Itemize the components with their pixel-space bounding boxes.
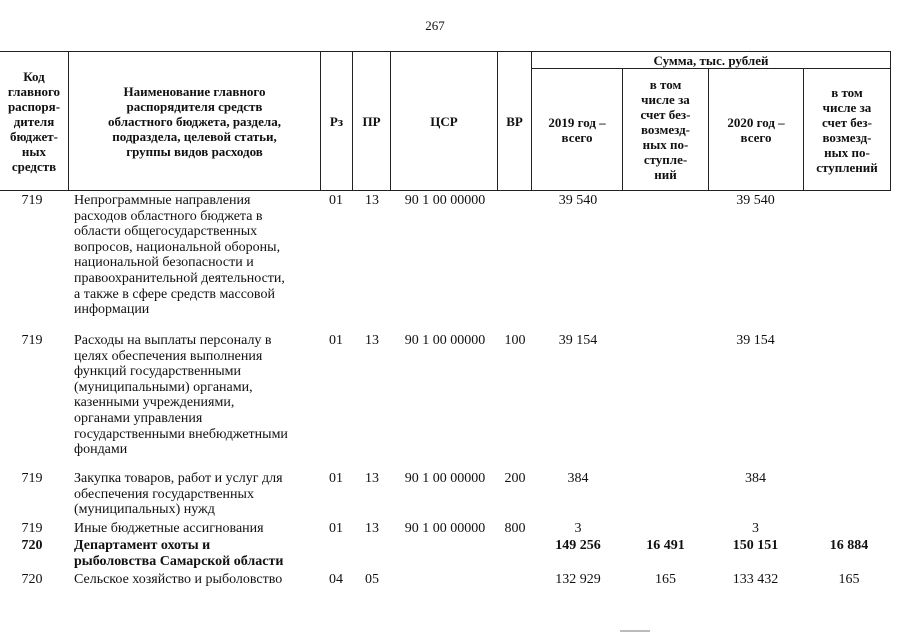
row-rz: 01 — [329, 193, 343, 208]
h-y20g-line: возмезд- — [822, 129, 872, 145]
h-code-line: главного — [7, 83, 61, 99]
row-2019-grants: 165 — [655, 572, 676, 587]
h-code-line: распоря- — [7, 98, 61, 114]
h-y20g-line: в том — [831, 84, 863, 100]
header-csr: ЦСР — [430, 113, 458, 129]
row-pr: 13 — [365, 193, 379, 208]
row-csr: 90 1 00 00000 — [404, 471, 486, 486]
row-2020-total: 39 540 — [736, 193, 775, 208]
row-2019-total: 384 — [567, 471, 589, 486]
h-y19g-line: ступле- — [643, 152, 688, 167]
row-name-line: области общегосударственных — [74, 224, 258, 240]
row-2019-total: 39 540 — [558, 193, 598, 208]
row-name — [74, 333, 324, 458]
header-vr: ВР — [506, 113, 523, 129]
row-name — [74, 193, 324, 318]
row-code: 720 — [21, 572, 43, 587]
row-2019-grants: 16 491 — [646, 538, 685, 553]
row-name-line: Закупка товаров, работ и услуг для — [74, 471, 283, 486]
header-sum-group: Сумма, тыс. рублей — [653, 52, 769, 68]
row-code: 719 — [21, 471, 43, 486]
row-csr: 90 1 00 00000 — [404, 193, 486, 208]
row-name-line: информации — [74, 302, 150, 318]
row-2019-total: 132 929 — [555, 572, 601, 587]
h-y20g-line: счет без- — [822, 114, 872, 130]
row-rz: 04 — [329, 572, 343, 587]
h-code-line: дителя — [13, 113, 55, 129]
row-name-line: Иные бюджетные ассигнования — [74, 521, 264, 536]
row-name-line: Департамент охоты и — [74, 538, 211, 553]
h-name-line: областного бюджета, раздела, — [108, 113, 281, 129]
row-csr: 90 1 00 00000 — [404, 333, 486, 348]
row-rz: 01 — [329, 521, 343, 536]
row-code: 719 — [21, 193, 43, 208]
row-pr: 13 — [365, 333, 379, 348]
row-name-line: Расходы на выплаты персоналу в — [74, 333, 272, 348]
h-y20-line: всего — [740, 129, 772, 145]
page-number: 267 — [425, 18, 445, 33]
header-code — [0, 52, 68, 190]
row-rz: 01 — [329, 471, 343, 486]
row-name-line: фондами — [74, 442, 128, 458]
row-2020-total: 39 154 — [736, 333, 775, 348]
row-code: 719 — [21, 333, 43, 348]
h-name-line: распорядителя средств — [126, 98, 263, 114]
h-y19g-line: ных по- — [642, 137, 689, 152]
row-2020-grants: 165 — [838, 572, 860, 587]
row-name-line: обеспечения государственных — [74, 486, 254, 502]
header-pr: ПР — [362, 113, 381, 129]
h-code-line: Код — [23, 68, 45, 84]
header-2019-total — [532, 69, 622, 190]
row-2020-grants: 16 884 — [829, 538, 869, 553]
row-name-line: рыболовства Самарской области — [74, 553, 284, 569]
row-name-line: национальной безопасности и — [74, 255, 254, 271]
h-name-line: Наименование главного — [123, 83, 266, 99]
row-name-line: (муниципальных) нужд — [74, 502, 215, 518]
h-y19g-line: числе за — [641, 92, 690, 107]
row-pr: 13 — [365, 471, 379, 486]
row-2019-total: 39 154 — [558, 333, 598, 348]
h-y20-line: 2020 год – — [727, 114, 785, 130]
h-y19g-line: возмезд- — [641, 122, 690, 137]
header-2019-grants — [623, 69, 708, 190]
h-y20g-line: ступлений — [816, 159, 878, 175]
row-2020-total: 384 — [745, 471, 766, 486]
h-code-line: бюджет- — [9, 128, 58, 144]
header-2020-grants — [804, 69, 890, 190]
row-name-line: а также в сфере средств массовой — [74, 286, 275, 302]
row-pr: 13 — [365, 521, 379, 536]
row-2020-total: 133 432 — [732, 572, 779, 587]
row-vr: 200 — [504, 471, 526, 486]
h-y19g-line: в том — [649, 77, 682, 92]
h-y19g-line: ний — [654, 167, 677, 182]
row-pr: 05 — [365, 572, 379, 587]
h-y19-line: 2019 год – — [548, 114, 606, 130]
header-2020-total — [709, 69, 803, 190]
header-name — [69, 52, 320, 190]
row-name-line: расходов областного бюджета в — [74, 208, 263, 224]
h-y20g-line: числе за — [822, 99, 872, 115]
row-name-line: целях обеспечения выполнения — [74, 348, 263, 364]
row-name — [74, 538, 324, 569]
row-name-line: правоохранительной деятельности, — [74, 270, 285, 286]
row-2019-total: 149 256 — [555, 538, 601, 553]
row-2020-total: 150 151 — [732, 538, 779, 553]
row-name-line: Непрограммные направления — [74, 193, 251, 208]
row-name-line: функций государственными — [74, 364, 242, 380]
h-name-line: группы видов расходов — [126, 143, 263, 159]
row-2019-total: 3 — [574, 521, 582, 536]
row-csr: 90 1 00 00000 — [404, 521, 486, 536]
row-vr: 100 — [504, 333, 526, 348]
h-y19g-line: счет без- — [640, 107, 691, 122]
row-rz: 01 — [329, 333, 343, 348]
row-name-line: (муниципальными) органами, — [74, 379, 253, 395]
row-name — [74, 572, 324, 588]
row-2020-total: 3 — [752, 521, 759, 536]
row-name-line: государственными внебюджетными — [74, 426, 288, 442]
scan-artifact — [620, 630, 650, 632]
h-code-line: средств — [11, 158, 57, 174]
row-vr: 800 — [504, 521, 526, 536]
h-y19-line: всего — [561, 129, 593, 145]
row-name-line: органами управления — [74, 410, 203, 426]
h-name-line: подраздела, целевой статьи, — [112, 128, 277, 144]
header-rz: Рз — [329, 113, 344, 129]
row-name — [74, 521, 324, 537]
row-name-line: казенными учреждениями, — [74, 395, 235, 411]
h-code-line: ных — [21, 143, 47, 159]
row-code: 719 — [21, 521, 43, 536]
row-name — [74, 471, 324, 518]
row-name-line: Сельское хозяйство и рыболовство — [74, 572, 283, 587]
row-code: 720 — [21, 538, 43, 553]
row-name-line: вопросов, национальной обороны, — [74, 239, 281, 255]
h-y20g-line: ных по- — [824, 144, 870, 160]
